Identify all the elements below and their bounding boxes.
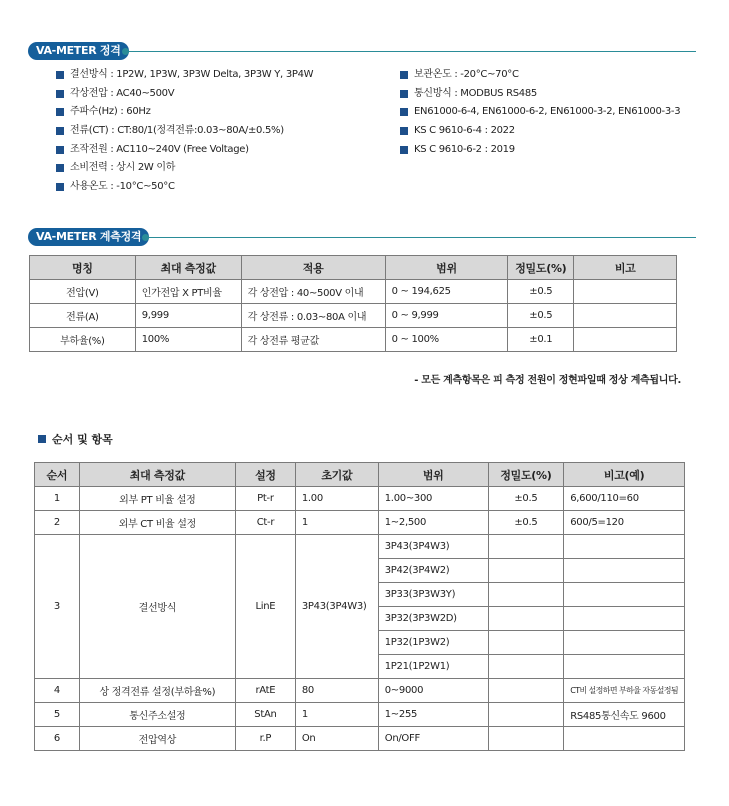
table-row bbox=[35, 727, 685, 751]
spec-item-text: 결선방식 : 1P2W, 1P3W, 3P3W Delta, 3P3W Y, 3P4W bbox=[70, 69, 314, 80]
order-remark-cell: RS485통신속도 9600 bbox=[564, 703, 685, 727]
spec-item bbox=[400, 141, 680, 160]
spec-item-text: 전류(CT) : CT:80/1(정격전류:0.03~80A/±0.5%) bbox=[70, 125, 284, 137]
order-header-cell: 설정 bbox=[235, 463, 295, 487]
order-initial-cell: 80 bbox=[295, 679, 378, 703]
order-range-cell: 1P21(1P2W1) bbox=[378, 655, 488, 679]
order-precision-cell bbox=[488, 535, 564, 559]
square-bullet-icon bbox=[400, 90, 408, 98]
measure-header-cell: 명칭 bbox=[30, 256, 136, 280]
measure-cell: 부하율(%) bbox=[30, 328, 136, 352]
measure-section-rule bbox=[144, 237, 696, 238]
order-header-cell: 초기값 bbox=[295, 463, 378, 487]
measure-cell: ±0.1 bbox=[508, 328, 574, 352]
spec-item-text: 보관온도 : -20°C~70°C bbox=[414, 69, 519, 80]
order-no-cell: 6 bbox=[35, 727, 80, 751]
square-bullet-icon bbox=[56, 108, 64, 116]
spec-item bbox=[400, 122, 680, 141]
order-initial-cell: 1 bbox=[295, 703, 378, 727]
order-item-cell: 통신주소설정 bbox=[79, 703, 235, 727]
order-item-cell: 상 정격전류 설정(부하율%) bbox=[79, 679, 235, 703]
spec-item-text: 주파수(Hz) : 60Hz bbox=[70, 106, 151, 118]
spec-item bbox=[400, 66, 680, 85]
square-bullet-icon bbox=[56, 127, 64, 135]
spec-item-text: EN61000-6-4, EN61000-6-2, EN61000-3-2, EN61000-3-3 bbox=[414, 106, 681, 118]
order-setting-cell: StAn bbox=[235, 703, 295, 727]
measure-cell: ±0.5 bbox=[508, 304, 574, 328]
order-remark-cell: 6,600/110=60 bbox=[564, 487, 685, 511]
order-remark-cell bbox=[564, 631, 685, 655]
order-precision-cell bbox=[488, 607, 564, 631]
measure-cell bbox=[574, 280, 677, 304]
measure-cell: 0 ~ 9,999 bbox=[385, 304, 508, 328]
square-bullet-icon bbox=[400, 108, 408, 116]
measure-section-header bbox=[28, 228, 696, 246]
order-setting-cell: Pt-r bbox=[235, 487, 295, 511]
measure-table bbox=[29, 255, 677, 352]
order-range-cell: 1P32(1P3W2) bbox=[378, 631, 488, 655]
measure-cell: 0 ~ 100% bbox=[385, 328, 508, 352]
measure-section-rule-dot bbox=[142, 234, 149, 241]
measure-cell: 각 상전류 : 0.03~80A 이내 bbox=[241, 304, 385, 328]
square-bullet-icon bbox=[56, 146, 64, 154]
order-setting-cell: Ct-r bbox=[235, 511, 295, 535]
measure-header-cell: 범위 bbox=[385, 256, 508, 280]
spec-item bbox=[400, 103, 680, 122]
spec-item bbox=[56, 66, 313, 85]
spec-item bbox=[400, 85, 680, 104]
measure-cell: ±0.5 bbox=[508, 280, 574, 304]
order-remark-cell: CT비 설정하면 부하율 자동설정됨 bbox=[564, 679, 685, 703]
order-setting-cell: rAtE bbox=[235, 679, 295, 703]
square-bullet-icon bbox=[400, 146, 408, 154]
spec-item-text: 조작전원 : AC110~240V (Free Voltage) bbox=[70, 143, 249, 155]
order-header-cell: 비고(예) bbox=[564, 463, 685, 487]
measure-header-cell: 정밀도(%) bbox=[508, 256, 574, 280]
order-remark-cell: 600/5=120 bbox=[564, 511, 685, 535]
square-bullet-icon bbox=[56, 90, 64, 98]
order-range-cell: 3P33(3P3W3Y) bbox=[378, 583, 488, 607]
order-precision-cell bbox=[488, 655, 564, 679]
square-bullet-icon bbox=[56, 164, 64, 172]
spec-item bbox=[56, 103, 313, 122]
square-bullet-icon bbox=[56, 183, 64, 191]
order-precision-cell bbox=[488, 727, 564, 751]
spec-item-text: 소비전력 : 상시 2W 이하 bbox=[70, 162, 176, 174]
order-range-cell: 1~2,500 bbox=[378, 511, 488, 535]
measure-header-cell: 최대 측정값 bbox=[135, 256, 241, 280]
table-row bbox=[30, 304, 677, 328]
order-table bbox=[34, 462, 685, 751]
order-header-cell: 범위 bbox=[378, 463, 488, 487]
spec-section-rule-dot bbox=[122, 48, 129, 55]
spec-item-text: 사용온도 : -10°C~50°C bbox=[70, 181, 175, 193]
table-row bbox=[35, 703, 685, 727]
measure-header-cell: 적용 bbox=[241, 256, 385, 280]
measure-cell: 0 ~ 194,625 bbox=[385, 280, 508, 304]
order-no-cell: 5 bbox=[35, 703, 80, 727]
table-row bbox=[30, 328, 677, 352]
order-precision-cell bbox=[488, 631, 564, 655]
spec-item bbox=[56, 122, 313, 141]
order-no-cell: 3 bbox=[35, 535, 80, 679]
spec-item-text: 통신방식 : MODBUS RS485 bbox=[414, 87, 537, 99]
spec-section-title: VA-METER 정격 bbox=[28, 42, 129, 60]
measure-cell: 각 상전압 : 40~500V 이내 bbox=[241, 280, 385, 304]
spec-section-header bbox=[28, 42, 696, 60]
measure-cell: 100% bbox=[135, 328, 241, 352]
spec-list-right bbox=[400, 66, 680, 159]
order-range-cell: 1~255 bbox=[378, 703, 488, 727]
order-item-cell: 결선방식 bbox=[79, 535, 235, 679]
spec-item-text: 각상전압 : AC40~500V bbox=[70, 87, 175, 99]
square-bullet-icon bbox=[400, 127, 408, 135]
order-precision-cell: ±0.5 bbox=[488, 511, 564, 535]
measure-cell: 전압(V) bbox=[30, 280, 136, 304]
measure-cell: 인가전압 X PT비율 bbox=[135, 280, 241, 304]
order-item-cell: 외부 CT 비율 설정 bbox=[79, 511, 235, 535]
order-remark-cell bbox=[564, 727, 685, 751]
spec-list-left bbox=[56, 66, 313, 197]
table-row bbox=[35, 679, 685, 703]
order-initial-cell: 1 bbox=[295, 511, 378, 535]
measure-header-cell: 비고 bbox=[574, 256, 677, 280]
order-range-cell: 3P42(3P4W2) bbox=[378, 559, 488, 583]
order-range-cell: 3P43(3P4W3) bbox=[378, 535, 488, 559]
order-header-cell: 정밀도(%) bbox=[488, 463, 564, 487]
square-bullet-icon bbox=[400, 71, 408, 79]
order-section-title: 순서 및 항목 bbox=[52, 433, 113, 446]
order-range-cell: 3P32(3P3W2D) bbox=[378, 607, 488, 631]
measure-cell bbox=[574, 304, 677, 328]
order-no-cell: 1 bbox=[35, 487, 80, 511]
order-range-cell: On/OFF bbox=[378, 727, 488, 751]
table-row bbox=[35, 511, 685, 535]
order-item-cell: 전압역상 bbox=[79, 727, 235, 751]
measure-section-title: VA-METER 계측정격 bbox=[28, 228, 149, 246]
order-setting-cell: LinE bbox=[235, 535, 295, 679]
spec-item-text: KS C 9610-6-4 : 2022 bbox=[414, 125, 515, 137]
order-no-cell: 4 bbox=[35, 679, 80, 703]
measure-cell: 전류(A) bbox=[30, 304, 136, 328]
order-remark-cell bbox=[564, 607, 685, 631]
order-header-cell: 순서 bbox=[35, 463, 80, 487]
square-bullet-icon bbox=[38, 435, 46, 443]
table-row bbox=[35, 487, 685, 511]
table-row bbox=[35, 535, 685, 559]
order-precision-cell bbox=[488, 703, 564, 727]
spec-item bbox=[56, 85, 313, 104]
order-item-cell: 외부 PT 비율 설정 bbox=[79, 487, 235, 511]
order-remark-cell bbox=[564, 583, 685, 607]
spec-item bbox=[56, 159, 313, 178]
order-precision-cell bbox=[488, 679, 564, 703]
order-setting-cell: r.P bbox=[235, 727, 295, 751]
spec-item bbox=[56, 141, 313, 160]
spec-item-text: KS C 9610-6-2 : 2019 bbox=[414, 143, 515, 155]
measure-cell: 각 상전류 평균값 bbox=[241, 328, 385, 352]
order-range-cell: 1.00~300 bbox=[378, 487, 488, 511]
table-row bbox=[30, 280, 677, 304]
order-header-cell: 최대 측정값 bbox=[79, 463, 235, 487]
measure-cell: 9,999 bbox=[135, 304, 241, 328]
order-initial-cell: 1.00 bbox=[295, 487, 378, 511]
order-no-cell: 2 bbox=[35, 511, 80, 535]
measure-cell bbox=[574, 328, 677, 352]
order-initial-cell: 3P43(3P4W3) bbox=[295, 535, 378, 679]
order-remark-cell bbox=[564, 655, 685, 679]
measure-note: - 모든 계측항목은 피 측정 전원이 정현파일때 정상 계측됩니다. bbox=[414, 375, 681, 386]
order-section-title-wrap bbox=[38, 431, 113, 447]
spec-section-rule bbox=[124, 51, 696, 52]
order-precision-cell bbox=[488, 559, 564, 583]
order-range-cell: 0~9000 bbox=[378, 679, 488, 703]
order-precision-cell bbox=[488, 583, 564, 607]
order-remark-cell bbox=[564, 535, 685, 559]
spec-item bbox=[56, 178, 313, 197]
order-precision-cell: ±0.5 bbox=[488, 487, 564, 511]
order-initial-cell: On bbox=[295, 727, 378, 751]
square-bullet-icon bbox=[56, 71, 64, 79]
order-remark-cell bbox=[564, 559, 685, 583]
